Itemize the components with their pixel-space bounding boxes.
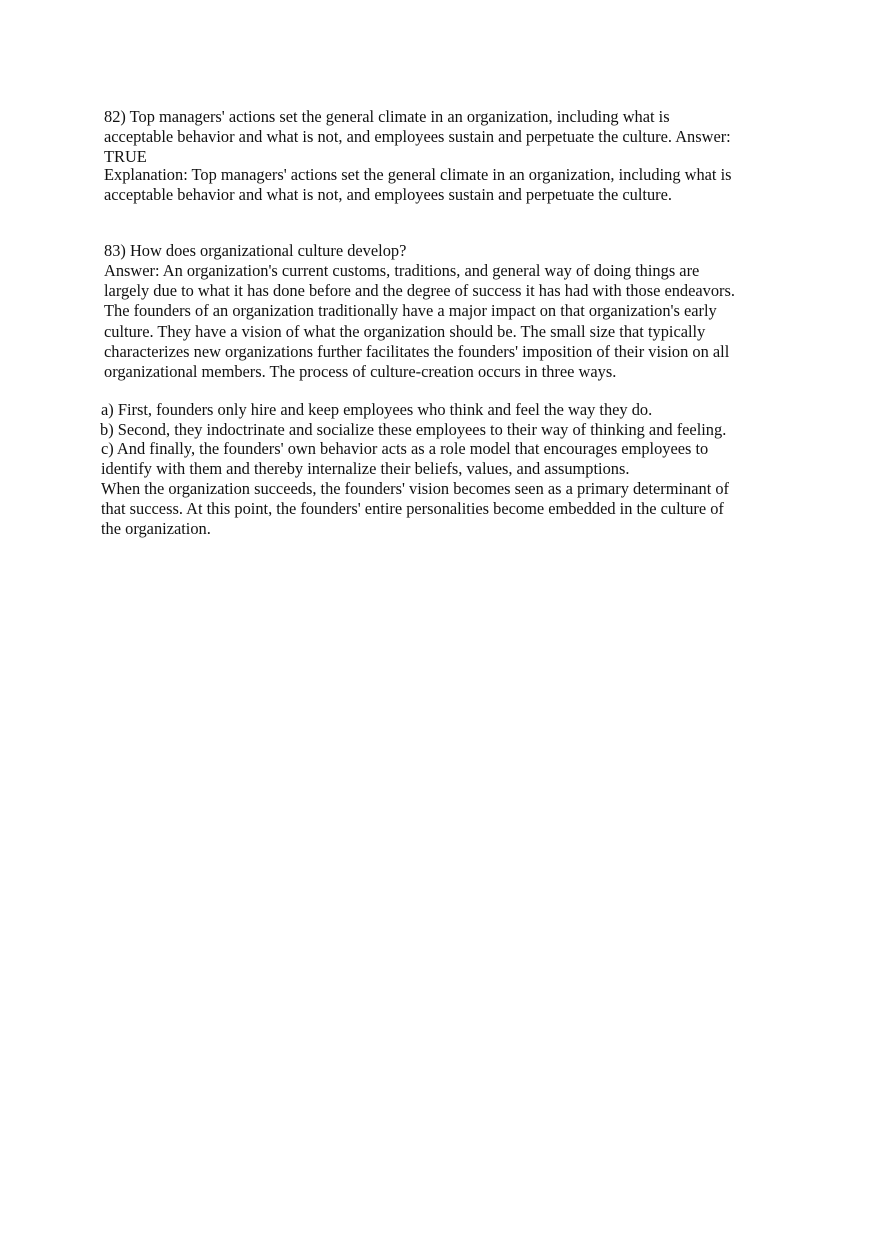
question-83-point-c: c) And finally, the founders' own behavior acts as a role model that encourages employees to identify with them and thereby internalize their beliefs, values, and assumptions. — [101, 439, 709, 479]
question-82-explanation: Explanation: Top managers' actions set the general climate in an organization, including what is acceptable behavior and what is not, and employees sustain and perpetuate the culture. — [104, 165, 732, 205]
question-83: 83) How does organizational culture develop? — [104, 241, 407, 260]
question-83-point-b: b) Second, they indoctrinate and socialize these employees to their way of thinking and feeling. — [100, 420, 727, 439]
question-83-answer: Answer: An organization's current customs, traditions, and general way of doing things are largely due to what it has done before and the degree of success it has had with those endeavors. The founders of an organization traditionally have a major impact on that organization's early culture. They have a vision of what the organization should be. The small size that typically characterizes new organizations further facilitates the founders' imposition of their vision on all organizational members. The process of culture-creation occurs in three ways. — [104, 261, 735, 382]
question-83-conclusion: When the organization succeeds, the founders' vision becomes seen as a primary determinant of that success. At this point, the founders' entire personalities become embedded in the culture of the organization. — [101, 479, 730, 539]
question-82: 82) Top managers' actions set the general climate in an organization, including what is acceptable behavior and what is not, and employees sustain and perpetuate the culture. Answer: TRUE — [104, 107, 731, 167]
question-83-point-a: a) First, founders only hire and keep employees who think and feel the way they do. — [101, 400, 653, 419]
